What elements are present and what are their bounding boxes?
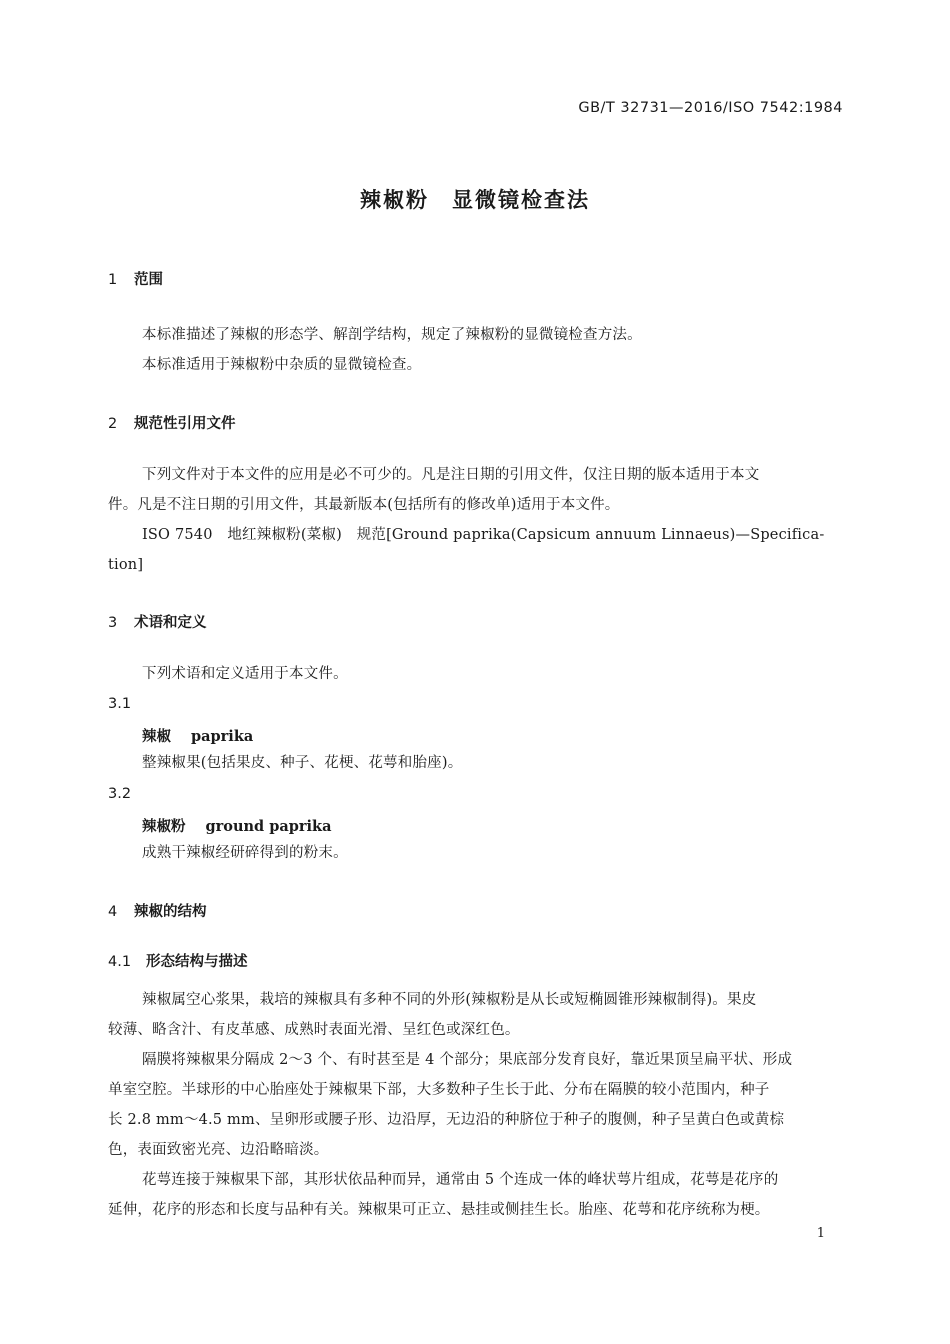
term-en: paprika [191, 728, 254, 745]
section-title: 范围 [134, 272, 163, 288]
section-4-heading [108, 900, 207, 921]
term-definition: 成熟干辣椒经研碎得到的粉末。 [142, 845, 348, 861]
section-2-heading [108, 412, 236, 433]
section-1-heading [108, 268, 163, 289]
paragraph-line: 单室空腔。半球形的中心胎座处于辣椒果下部，大多数种子生长于此、分布在隔膜的较小范围内，种子 [108, 1082, 770, 1098]
subsection-number: 4.1 [108, 954, 132, 970]
term-number: 3.2 [108, 786, 132, 802]
paragraph: 本标准适用于辣椒粉中杂质的显微镜检查。 [142, 357, 422, 373]
paragraph: 下列术语和定义适用于本文件。 [142, 666, 348, 682]
standard-code: GB/T 32731—2016/ISO 7542:1984 [578, 100, 843, 116]
section-number: 3 [108, 615, 118, 631]
term-zh: 辣椒 [142, 728, 171, 745]
paragraph-line: 件。凡是不注日期的引用文件，其最新版本(包括所有的修改单)适用于本文件。 [108, 497, 620, 513]
paragraph-line: 延伸，花序的形态和长度与品种有关。辣椒果可正立、悬挂或侧挂生长。胎座、花萼和花序统称为梗。 [108, 1202, 770, 1218]
section-title: 辣椒的结构 [134, 904, 207, 920]
paragraph-line: 花萼连接于辣椒果下部，其形状依品种而异，通常由 5 个连成一体的峰状萼片组成，花萼是花序的 [142, 1172, 779, 1188]
term-number: 3.1 [108, 696, 132, 712]
section-title: 规范性引用文件 [134, 416, 236, 432]
paragraph: 本标准描述了辣椒的形态学、解剖学结构，规定了辣椒粉的显微镜检查方法。 [142, 327, 642, 343]
section-number: 4 [108, 904, 118, 920]
paragraph-line: 隔膜将辣椒果分隔成 2～3 个、有时甚至是 4 个部分；果底部分发育良好，靠近果顶呈扁平状、形成 [142, 1052, 793, 1068]
term-entry [142, 725, 253, 746]
term-en: ground paprika [205, 818, 332, 835]
section-3-heading [108, 611, 207, 632]
term-zh: 辣椒粉 [142, 818, 186, 835]
paragraph-line: 色，表面致密光亮、边沿略暗淡。 [108, 1142, 329, 1158]
page-number: 1 [816, 1226, 825, 1241]
section-number: 1 [108, 272, 118, 288]
term-definition: 整辣椒果(包括果皮、种子、花梗、花萼和胎座)。 [142, 755, 463, 771]
normative-reference: ISO 7540 地红辣椒粉(菜椒) 规范[Ground paprika(Capsicum annuum Linnaeus)—Specifica- [142, 527, 825, 543]
term-entry [142, 815, 331, 836]
document-title: 辣椒粉 显微镜检查法 [360, 188, 590, 212]
paragraph-line: 长 2.8 mm～4.5 mm、呈卵形或腰子形、边沿厚，无边沿的种脐位于种子的腹侧，种子呈黄白色或黄棕 [108, 1112, 785, 1128]
paragraph-line: 较薄、略含汁、有皮革感、成熟时表面光滑、呈红色或深红色。 [108, 1022, 520, 1038]
section-title: 术语和定义 [134, 615, 207, 631]
paragraph-line: 下列文件对于本文件的应用是必不可少的。凡是注日期的引用文件，仅注日期的版本适用于本文 [142, 467, 760, 483]
paragraph-line: 辣椒属空心浆果，栽培的辣椒具有多种不同的外形(辣椒粉是从长或短椭圆锥形辣椒制得)。果皮 [142, 992, 757, 1008]
subsection-title: 形态结构与描述 [146, 954, 248, 970]
normative-reference-cont: tion] [108, 557, 144, 573]
section-number: 2 [108, 416, 118, 432]
subsection-4-1-heading [108, 950, 248, 971]
